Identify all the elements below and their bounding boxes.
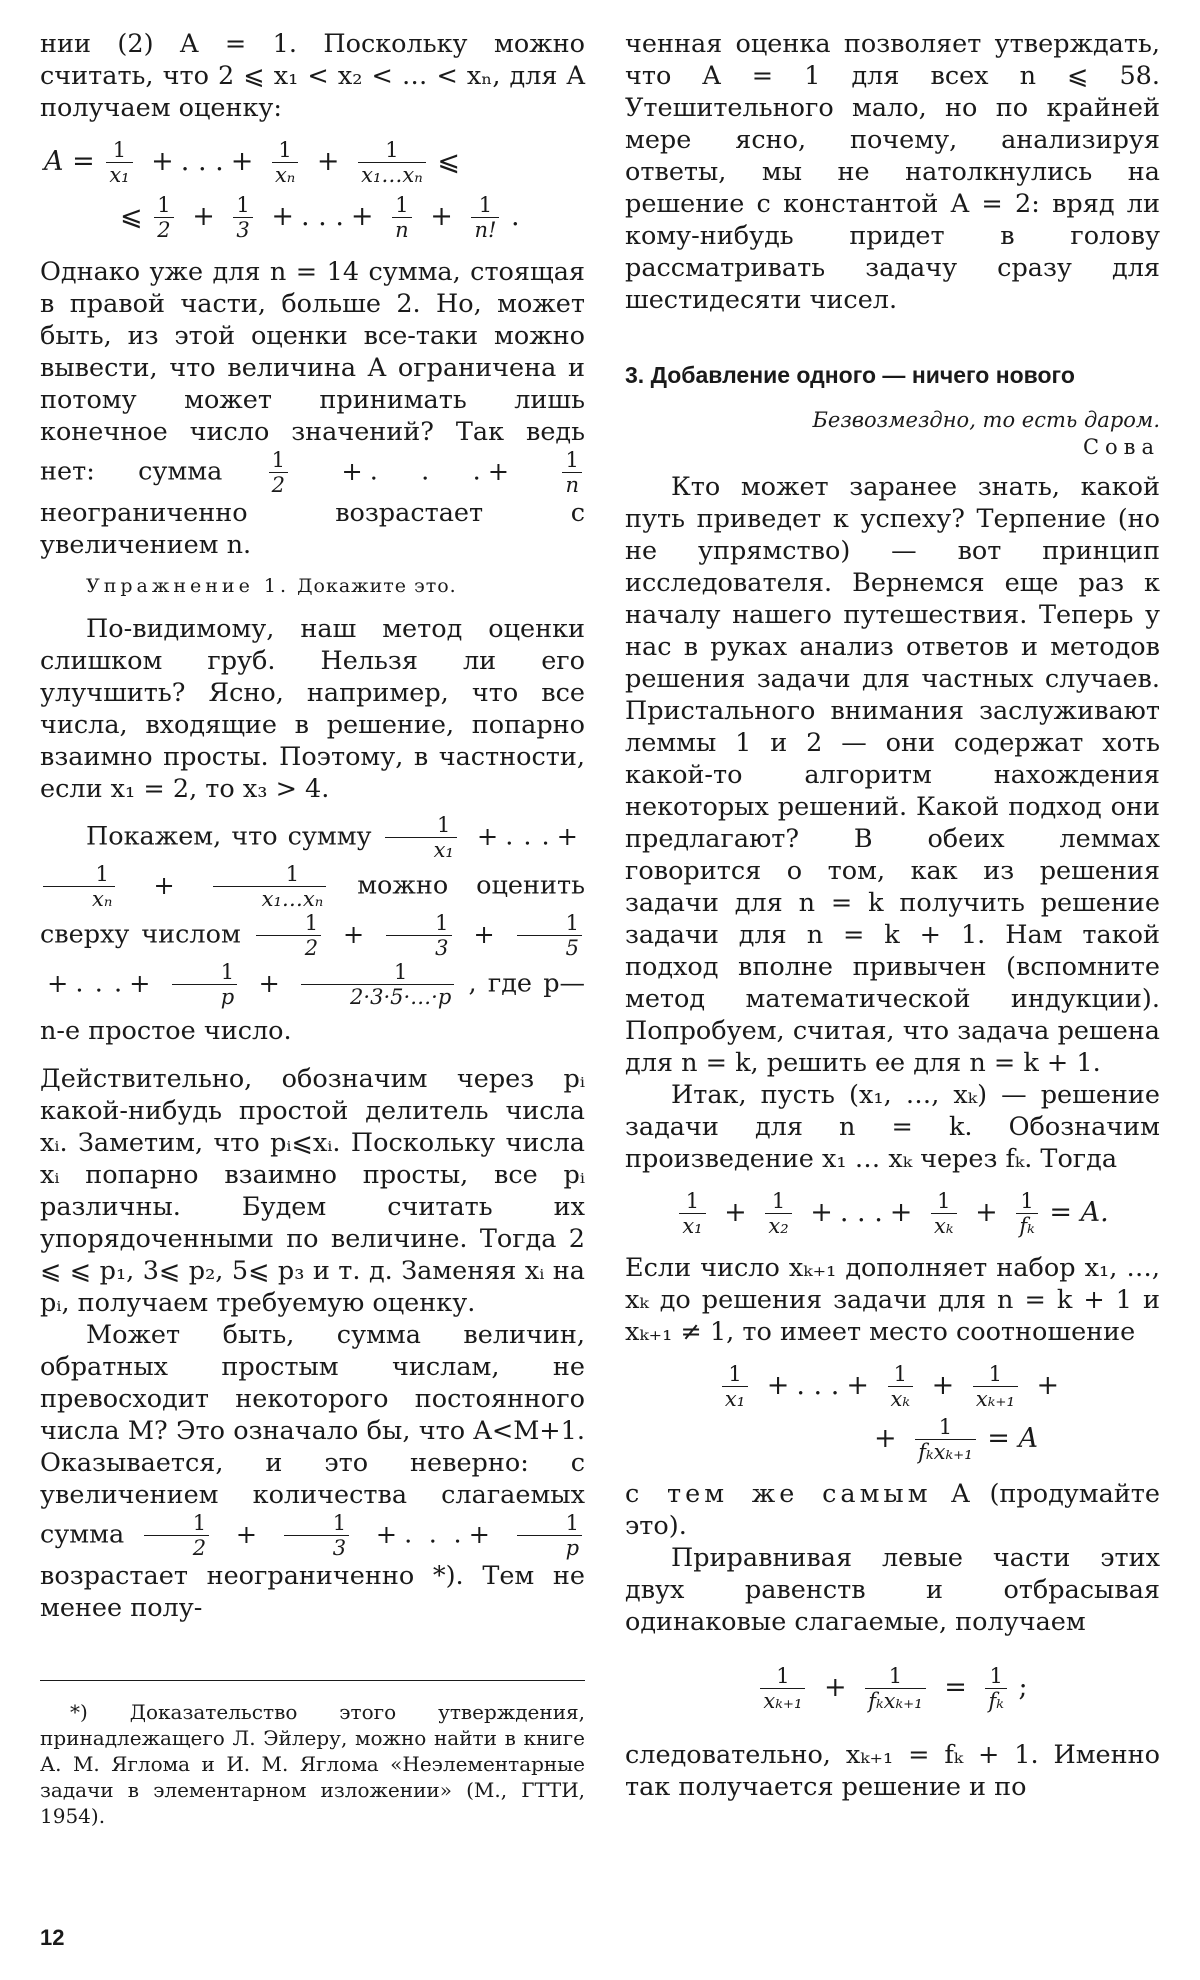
paragraph: Однако уже для n = 14 сумма, стоящая в правой части, больше 2. Но, может быть, из этой оценки все-таки можно вывести, что величина A ограничена и потому может принимать лишь конечное число значений? Так ведь нет: сумма $\frac{1}{2}$ + . . . + $\frac{1}{n}$ неограниченно возрастает с увеличением n.	[40, 257, 585, 560]
paragraph-sum-estimate: Покажем, что сумму $\frac{1}{\text{x₁}}$ + . . . + $\frac{1}{\text{xₙ}}$ + $\frac{1}{\text{x₁…xₙ}}$ можно оценить сверху числом $\frac{1}{2}$ + $\frac{1}{3}$ + $\frac{1}{5}$ + . . . + $\frac{1}{p}$ + $\frac{1}{2\cdot 3\cdot 5\cdot\dots\cdot p}$ , где p—n-е простое число.	[40, 813, 586, 1046]
footnote-divider	[40, 1680, 585, 1681]
paragraph: Может быть, сумма величин, обратных простым числам, не превосходит некоторого постоянного числа M? Это означало бы, что A<M+1. Оказывается, и это неверно: с увеличением количества слагаемых сумма $\frac{1}{2}$ + $\frac{1}{3}$ + . . . + $\frac{1}{p}$ возрастает неограниченно *). Тем не менее полу-	[40, 1320, 585, 1623]
equation-line-2: ⩽ $\frac{1}{2}$ + $\frac{1}{3}$ + . . . + $\frac{1}{n}$ + $\frac{1}{n!}$ .	[120, 193, 520, 242]
left-column	[40, 28, 585, 1829]
paragraph: ченная оценка позволяет утверждать, что A = 1 для всех n ⩽ 58. Утешительного мало, но по крайней мере ясно, почему, анализируя ответы, мы не натолкнулись на решение с константой A = 2: вряд ли кому-нибудь придет в голову рассматривать задачу сразу для шестидесяти чисел.	[625, 29, 1160, 315]
equation-estimate	[40, 138, 585, 242]
paragraph: Действительно, обозначим через pᵢ какой-нибудь простой делитель числа xᵢ. Заметим, что pᵢ⩽xᵢ. Поскольку числа xᵢ попарно взаимно просты, все pᵢ различны. Будем считать их упорядоченными по величине. Тогда 2 ⩽ ⩽ p₁, 3⩽ p₂, 5⩽ p₃ и т. д. Заменяя xᵢ на pᵢ, получаем требуемую оценку.	[40, 1064, 585, 1318]
page-number: 12	[40, 1925, 65, 1950]
right-column	[625, 28, 1160, 1803]
footnote: *) Доказательство этого утверждения, принадлежащего Л. Эйлеру, можно найти в книге А. М. Яглома и И. М. Яглома «Неэлементарные задачи в элементарном изложении» (М., ГТТИ, 1954).	[40, 1700, 585, 1828]
equation-result: $\frac{1}{\text{xₖ₊₁}}$ + $\frac{1}{\text{fₖxₖ₊₁}}$ = $\frac{1}{\text{fₖ}}$ ;	[625, 1664, 1160, 1713]
equation-k-plus-1: $\frac{1}{\text{x₁}}$ + . . . + $\frac{1}{\text{xₖ}}$ + $\frac{1}{\text{xₖ₊₁}}$ + + $\frac{1}{\text{fₖxₖ₊₁}}$ = A	[625, 1362, 1160, 1464]
epigraph: Безвозмездно, то есть даром.	[812, 408, 1160, 432]
paragraph: следовательно, xₖ₊₁ = fₖ + 1. Именно так получается решение и по	[625, 1740, 1160, 1802]
paragraph: Если число xₖ₊₁ дополняет набор x₁, …, xₖ до решения задачи для n = k + 1 и xₖ₊₁ ≠ 1, то имеет место соотношение	[625, 1253, 1160, 1347]
equation-k: $\frac{1}{\text{x₁}}$ + $\frac{1}{\text{x₂}}$ + . . . + $\frac{1}{\text{xₖ}}$ + $\frac{1}{\text{fₖ}}$ = A.	[625, 1189, 1160, 1238]
paragraph: нии (2) A = 1. Поскольку можно считать, что 2 ⩽ x₁ < x₂ < … < xₙ, для A получаем оценку:	[40, 29, 585, 123]
epigraph-author: Сова	[1082, 435, 1160, 459]
equation-line-1: A = $\frac{1}{\text{x₁}}$ + . . . + $\frac{1}{\text{xₙ}}$ + $\frac{1}{\text{x₁…xₙ}}$ ⩽	[44, 138, 460, 187]
exercise-text: Докажите это.	[297, 575, 457, 597]
section-heading: 3. Добавление одного — ничего нового	[625, 362, 1075, 388]
exercise-label: Упражнение 1.	[86, 575, 291, 597]
paragraph: Приравнивая левые части этих двух равенств и отбрасывая одинаковые слагаемые, получаем	[625, 1543, 1160, 1637]
paragraph: с тем же самым A (продумайте это).	[625, 1479, 1161, 1541]
exercise	[86, 571, 585, 601]
paragraph: Кто может заранее знать, какой путь приведет к успеху? Терпение (но не упрямство) — вот принцип исследователя. Вернемся еще раз к началу нашего путешествия. Теперь у нас в руках анализ ответов и методов решения задачи для частных случаев. Пристального внимания заслуживают леммы 1 и 2 — они содержат хоть какой-то алгоритм нахождения некоторых решений. Какой подход они предлагают? В обеих леммах говорится о том, как из решения задачи для n = k получить решение задачи для n = k + 1. Нам такой подход вполне привычен (вспомните метод математической индукции). Попробуем, считая, что задача решена для n = k, решить ее для n = k + 1.	[625, 472, 1160, 1078]
paragraph: Итак, пусть (x₁, …, xₖ) — решение задачи для n = k. Обозначим произведение x₁ … xₖ через fₖ. Тогда	[625, 1080, 1160, 1174]
paragraph: По-видимому, наш метод оценки слишком груб. Нельзя ли его улучшить? Ясно, например, что все числа, входящие в решение, попарно взаимно просты. Поэтому, в частности, если x₁ = 2, то x₃ > 4.	[40, 614, 585, 804]
